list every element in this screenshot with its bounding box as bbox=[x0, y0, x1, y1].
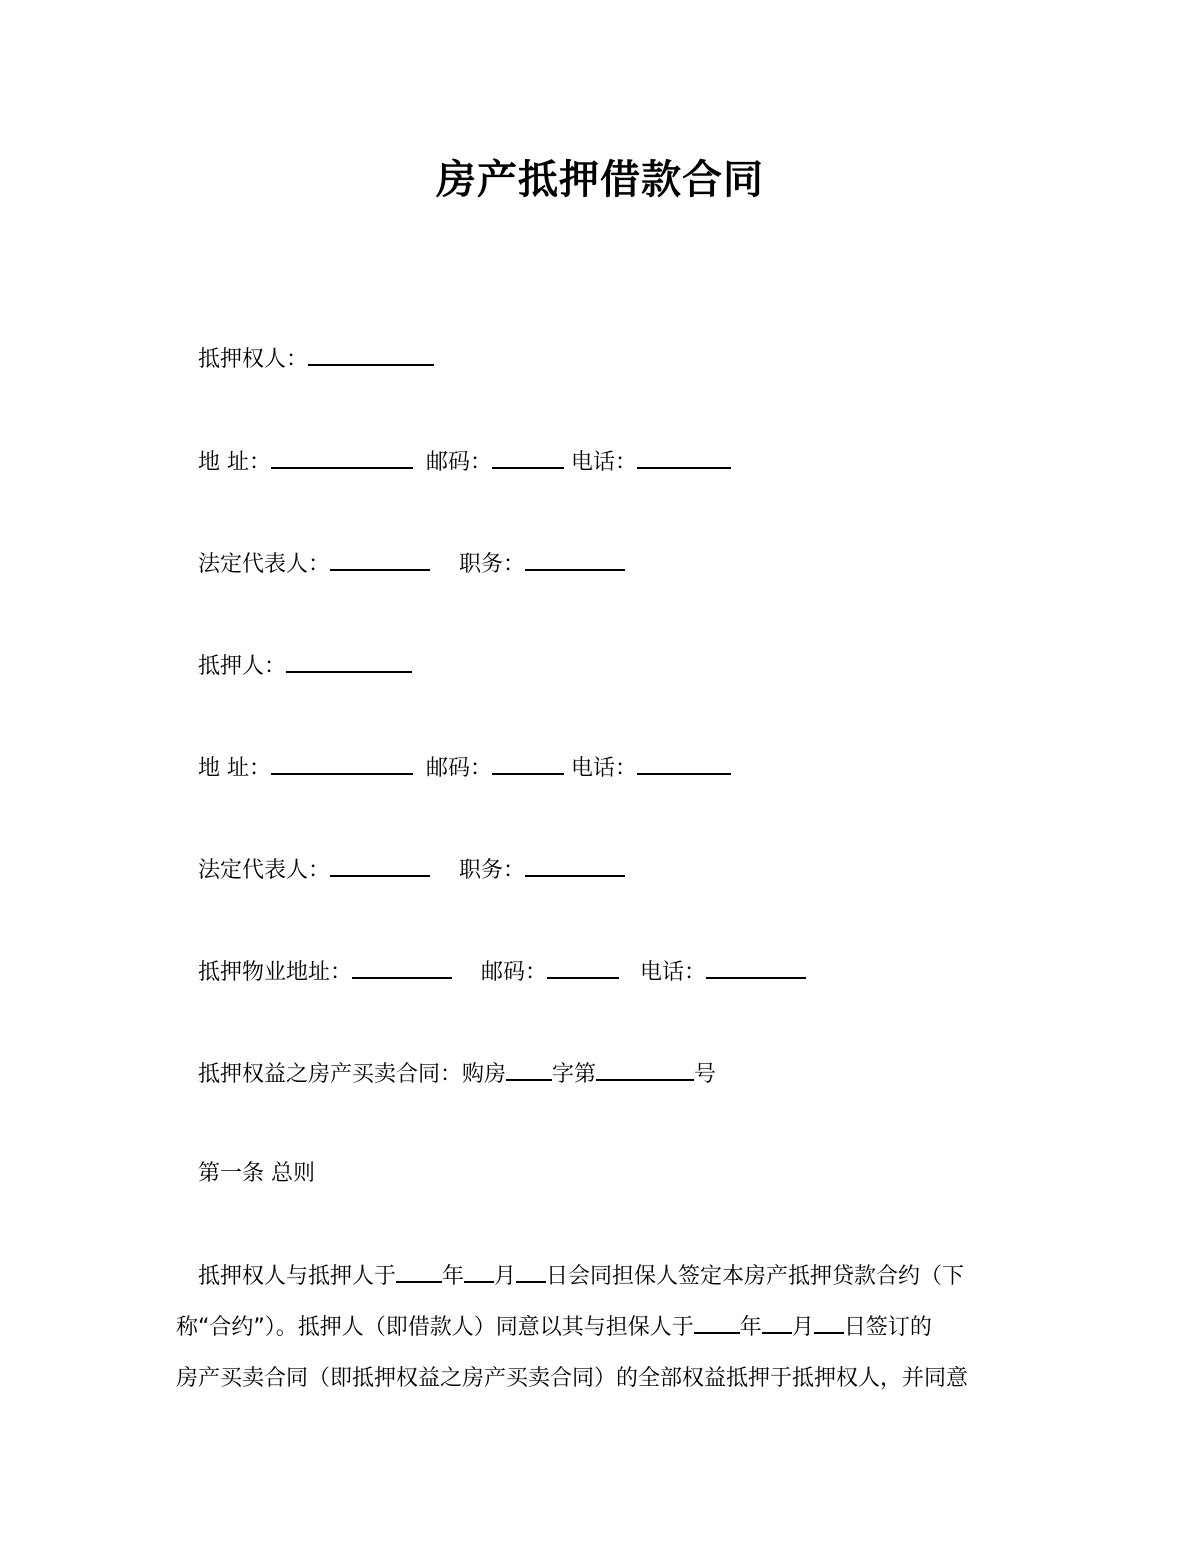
article1-line-2 bbox=[176, 1302, 1026, 1353]
property-zip-label: 邮码： bbox=[481, 960, 548, 985]
mortgagor-address-field[interactable] bbox=[271, 751, 413, 775]
article1-heading: 第一条 总则 bbox=[198, 1161, 315, 1186]
mortgagor-phone-field[interactable] bbox=[637, 751, 731, 775]
contract-ref-line bbox=[198, 1057, 716, 1090]
contract-ref-label: 抵押权益之房产买卖合同：购房 bbox=[198, 1062, 507, 1087]
mortgagor-phone-label: 电话： bbox=[571, 756, 638, 781]
property-address-field[interactable] bbox=[352, 955, 452, 979]
contract-ref-number-field[interactable] bbox=[596, 1057, 694, 1081]
mortgagor-line bbox=[198, 649, 412, 682]
article1-p2-year-field[interactable] bbox=[694, 1310, 740, 1334]
article1-p1-year-field[interactable] bbox=[396, 1259, 442, 1283]
mortgagee-position-label: 职务： bbox=[459, 552, 526, 577]
mortgagee-address-field[interactable] bbox=[271, 445, 413, 469]
article1-p2-year-label: 年 bbox=[739, 1315, 762, 1340]
mortgagee-field[interactable] bbox=[308, 342, 434, 366]
mortgagee-address-line bbox=[198, 445, 731, 478]
article1-p1-year-label: 年 bbox=[442, 1264, 465, 1289]
article1-line-3: 房产买卖合同（即抵押权益之房产买卖合同）的全部权益抵押于抵押权人，并同意 bbox=[176, 1366, 969, 1391]
article1-p2-day-field[interactable] bbox=[814, 1310, 844, 1334]
mortgagee-zip-field[interactable] bbox=[492, 445, 564, 469]
property-zip-field[interactable] bbox=[547, 955, 619, 979]
contract-ref-end: 号 bbox=[694, 1062, 717, 1087]
property-phone-label: 电话： bbox=[640, 960, 707, 985]
article1-p2-month-field[interactable] bbox=[762, 1310, 792, 1334]
mortgagor-field[interactable] bbox=[286, 649, 412, 673]
article1-p2-text-a: 称“合约”）。抵押人（即借款人）同意以其与担保人于 bbox=[176, 1315, 694, 1340]
mortgagee-legal-rep-label: 法定代表人： bbox=[198, 552, 331, 577]
mortgagee-line bbox=[198, 342, 434, 375]
mortgagor-position-label: 职务： bbox=[459, 858, 526, 883]
contract-ref-prefix-field[interactable] bbox=[506, 1057, 552, 1081]
mortgagee-legal-rep-field[interactable] bbox=[330, 547, 430, 571]
mortgagee-zip-label: 邮码： bbox=[426, 450, 493, 475]
mortgagee-label: 抵押权人： bbox=[198, 347, 309, 372]
property-phone-field[interactable] bbox=[706, 955, 806, 979]
document-title: 房产抵押借款合同 bbox=[436, 157, 764, 203]
property-address-label: 抵押物业地址： bbox=[198, 960, 353, 985]
article1-p1-text-b: 日会同担保人签定本房产抵押贷款合约（下 bbox=[546, 1264, 965, 1289]
article1-line-1 bbox=[176, 1251, 1026, 1302]
article1-p1-day-field[interactable] bbox=[516, 1259, 546, 1283]
mortgagee-phone-field[interactable] bbox=[637, 445, 731, 469]
article1-p1-month-field[interactable] bbox=[464, 1259, 494, 1283]
mortgagor-zip-label: 邮码： bbox=[426, 756, 493, 781]
mortgagor-address-line bbox=[198, 751, 731, 784]
mortgagor-zip-field[interactable] bbox=[492, 751, 564, 775]
article1-p2-month-label: 月 bbox=[791, 1315, 814, 1340]
property-line bbox=[198, 955, 806, 988]
contract-ref-mid: 字第 bbox=[552, 1062, 597, 1087]
article1-p1-month-label: 月 bbox=[494, 1264, 517, 1289]
mortgagee-phone-label: 电话： bbox=[571, 450, 638, 475]
mortgagor-label: 抵押人： bbox=[198, 654, 287, 679]
mortgagor-address-label: 地 址： bbox=[198, 756, 271, 781]
mortgagee-address-label: 地 址： bbox=[198, 450, 271, 475]
article1-p1-text-a: 抵押权人与抵押人于 bbox=[198, 1264, 397, 1289]
mortgagee-position-field[interactable] bbox=[525, 547, 625, 571]
article1-p2-text-b: 日签订的 bbox=[843, 1315, 932, 1340]
mortgagor-legal-rep-field[interactable] bbox=[330, 853, 430, 877]
mortgagor-legal-rep-label: 法定代表人： bbox=[198, 858, 331, 883]
article1-paragraph bbox=[176, 1251, 1026, 1404]
mortgagor-position-field[interactable] bbox=[525, 853, 625, 877]
mortgagor-rep-line bbox=[198, 853, 625, 886]
mortgagee-rep-line bbox=[198, 547, 625, 580]
